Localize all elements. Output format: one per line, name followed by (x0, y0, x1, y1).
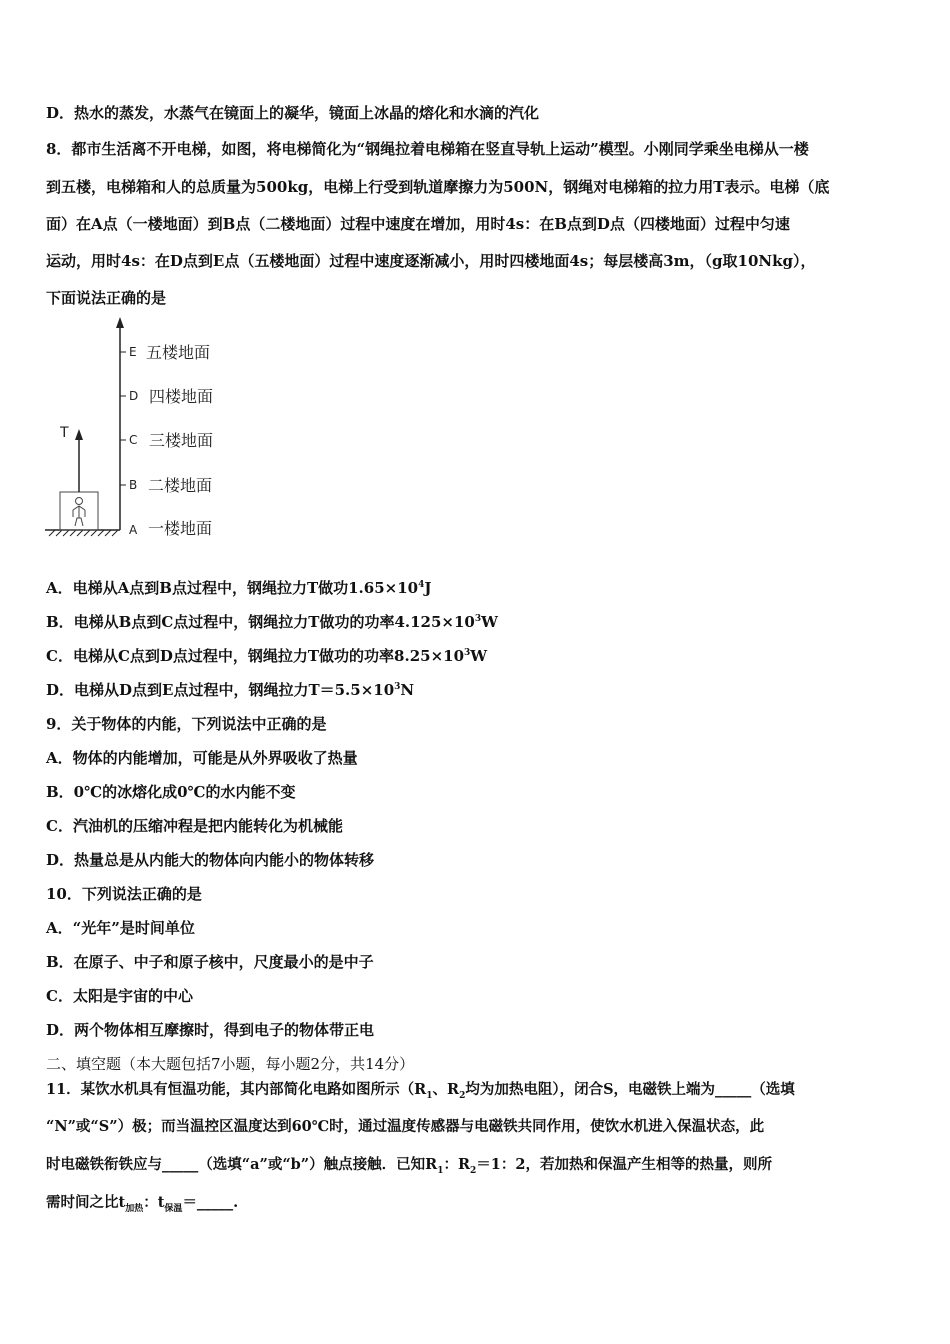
floor-d (120, 387, 213, 406)
q11-line-3: 时电磁铁衔铁应与_____（选填“a”或“b”）触点接触．已知$R_1$：$R_2=1$：2，若加热和保温产生相等的热量，则所 (46, 1156, 772, 1176)
q8-stem-line-1: 8．都市生活离不开电梯，如图，将电梯简化为“钢绳拉着电梯箱在竖直导轨上运动”模型。小刚同学乘坐电梯从一楼 (46, 140, 809, 158)
point-b-label: B (129, 478, 138, 492)
elevator-diagram (40, 312, 300, 547)
floor-e-label: 五楼地面 (146, 343, 211, 362)
person-icon (73, 498, 85, 527)
floor-e (120, 343, 210, 362)
elevator-diagram-svg (40, 312, 300, 547)
q8-stem-line-3: 面）在A点（一楼地面）到B点（二楼地面）过程中速度在增加，用时4s：在B点到D点（四楼地面）过程中匀速 (46, 215, 790, 233)
q11-line-1: 11．某饮水机具有恒温功能，其内部简化电路如图所示（$R_1$、$R_2$均为加热电阻），闭合S，电磁铁上端为_____（选填 (46, 1081, 795, 1101)
q11-line-4: 需时间之比$t_{加热}$：$t_{保温}=\_\_\_\_\_$. (46, 1194, 239, 1214)
q8-option-b: B．电梯从B点到C点过程中，钢绳拉力T做功的功率$4.125\times 10^3W$ (46, 613, 498, 631)
q10-option-d: D．两个物体相互摩擦时，得到电子的物体带正电 (46, 1021, 375, 1039)
q8-option-a: A．电梯从A点到B点过程中，钢绳拉力T做功$1.65\times 10^4J$ (46, 579, 432, 597)
q8-option-d: D．电梯从D点到E点过程中，钢绳拉力$T=5.5\times 10^3N$ (46, 681, 415, 699)
q11-line-2: “N”或“S”）极；而当温控区温度达到60℃时，通过温度传感器与电磁铁共同作用，使饮水机进入保温状态，此 (46, 1118, 765, 1135)
q10-option-b: B．在原子、中子和原子核中，尺度最小的是中子 (46, 953, 374, 971)
floor-a-label: 一楼地面 (148, 519, 213, 538)
q9-option-b: B．0℃的冰熔化成0℃的水内能不变 (46, 783, 296, 801)
q8-stem-line-2: 到五楼，电梯箱和人的总质量为500kg，电梯上行受到轨道摩擦力为500N，钢绳对电梯箱的拉力用T表示。电梯（底 (46, 178, 830, 196)
section-heading: 二、填空题（本大题包括7小题，每小题2分，共14分） (46, 1055, 415, 1073)
point-e-label: E (129, 345, 137, 359)
q9-option-c: C．汽油机的压缩冲程是把内能转化为机械能 (46, 817, 343, 835)
floor-b-label: 二楼地面 (148, 476, 213, 495)
tension-label: T (60, 425, 69, 441)
option-d-line: D．热水的蒸发，水蒸气在镜面上的凝华，镜面上冰晶的熔化和水滴的汽化 (46, 104, 540, 122)
q10-option-a: A．“光年”是时间单位 (46, 919, 195, 937)
ground-hatching (49, 530, 118, 536)
floor-c-label: 三楼地面 (149, 431, 214, 450)
axis-arrowhead (116, 317, 124, 328)
point-c-label: C (129, 433, 138, 447)
q9-stem: 9．关于物体的内能，下列说法中正确的是 (46, 715, 327, 733)
q8-stem-line-5: 下面说法正确的是 (46, 289, 167, 307)
point-a-label: A (129, 523, 138, 537)
point-d-label: D (129, 389, 139, 403)
tension-arrowhead (75, 429, 83, 440)
floor-a (129, 519, 212, 538)
q9-option-d: D．热量总是从内能大的物体向内能小的物体转移 (46, 851, 375, 869)
q10-option-c: C．太阳是宇宙的中心 (46, 987, 193, 1005)
q10-stem: 10．下列说法正确的是 (46, 885, 202, 903)
q8-stem-line-4: 运动，用时4s：在D点到E点（五楼地面）过程中速度逐渐减小，用时四楼地面4s；每层楼高3m，（g取10Nkg）， (46, 252, 816, 270)
q8-option-c: C．电梯从C点到D点过程中，钢绳拉力T做功的功率$8.25\times 10^3W$ (46, 647, 488, 665)
floor-d-label: 四楼地面 (149, 387, 214, 406)
q9-option-a: A．物体的内能增加，可能是从外界吸收了热量 (46, 749, 358, 767)
floor-c (120, 431, 213, 450)
floor-b (120, 476, 212, 495)
